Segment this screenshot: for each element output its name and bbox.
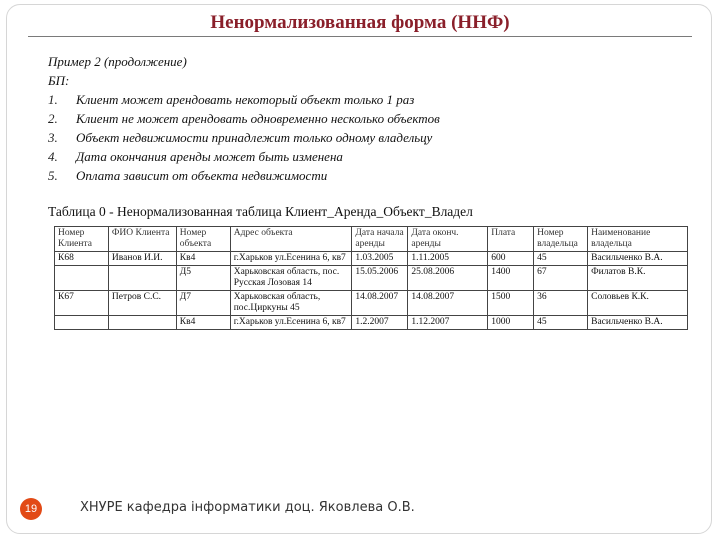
footer-text: ХНУРЕ кафедра інформатики доц. Яковлева О.В. [80, 500, 415, 515]
header-client-name: ФИО Клиента [108, 227, 176, 252]
slide-content [48, 52, 688, 185]
table-cell: 36 [534, 291, 588, 316]
business-rules-label: БП: [48, 73, 70, 88]
rule-text: Дата окончания аренды может быть изменена [76, 149, 343, 164]
table-cell [55, 316, 109, 330]
unnormalized-table [54, 226, 688, 330]
table-cell: Харьковская область, пос. Русская Лозовая 14 [230, 266, 352, 291]
example-subtitle: Пример 2 (продолжение) [48, 54, 187, 69]
header-rent-end: Дата оконч. аренды [408, 227, 488, 252]
header-object-address: Адрес объекта [230, 227, 352, 252]
rule-item [48, 147, 688, 166]
business-rules-list [48, 90, 688, 185]
table-cell: 1.11.2005 [408, 252, 488, 266]
table-caption: Таблица 0 - Ненормализованная таблица Клиент_Аренда_Объект_Владел [48, 204, 473, 219]
slide-title: Ненормализованная форма (ННФ) [210, 12, 510, 33]
header-object-number: Номер объекта [176, 227, 230, 252]
table-cell: Харьковская область, пос.Циркуны 45 [230, 291, 352, 316]
table-cell: 67 [534, 266, 588, 291]
rule-item [48, 90, 688, 109]
table-cell: Филатов В.К. [588, 266, 688, 291]
page-number-badge: 19 [20, 498, 42, 520]
table-cell: г.Харьков ул.Есенина 6, кв7 [230, 252, 352, 266]
table-cell: 45 [534, 316, 588, 330]
table-cell: Васильченко В.А. [588, 316, 688, 330]
table-cell [55, 266, 109, 291]
table-header-row [55, 227, 688, 252]
table-cell: Д7 [176, 291, 230, 316]
table-cell: Кв4 [176, 252, 230, 266]
table-cell: Иванов И.И. [108, 252, 176, 266]
title-divider [28, 36, 692, 37]
rule-item [48, 128, 688, 147]
table-cell: 45 [534, 252, 588, 266]
rule-number: 3. [48, 130, 58, 145]
table-cell: Д5 [176, 266, 230, 291]
rule-text: Оплата зависит от объекта недвижимости [76, 168, 328, 183]
header-payment: Плата [488, 227, 534, 252]
table-cell: Васильченко В.А. [588, 252, 688, 266]
table-cell: Соловьев К.К. [588, 291, 688, 316]
header-owner-name: Наименование владельца [588, 227, 688, 252]
rule-number: 1. [48, 92, 58, 107]
rule-number: 2. [48, 111, 58, 126]
rule-number: 5. [48, 168, 58, 183]
table-row [55, 252, 688, 266]
table-cell: 1400 [488, 266, 534, 291]
table-row [55, 316, 688, 330]
table-row [55, 291, 688, 316]
table-cell: 15.05.2006 [352, 266, 408, 291]
table-cell: Кв4 [176, 316, 230, 330]
header-rent-start: Дата начала аренды [352, 227, 408, 252]
table-cell: 1500 [488, 291, 534, 316]
table-cell: 1000 [488, 316, 534, 330]
table-cell: 600 [488, 252, 534, 266]
header-client-number: Номер Клиента [55, 227, 109, 252]
table-cell: г.Харьков ул.Есенина 6, кв7 [230, 316, 352, 330]
table-row [55, 266, 688, 291]
rule-item [48, 109, 688, 128]
table-cell: 1.2.2007 [352, 316, 408, 330]
rule-text: Объект недвижимости принадлежит только одному владельцу [76, 130, 433, 145]
table-cell: 14.08.2007 [352, 291, 408, 316]
rule-item [48, 166, 688, 185]
rule-number: 4. [48, 149, 58, 164]
table-cell [108, 266, 176, 291]
table-cell: 1.12.2007 [408, 316, 488, 330]
rule-text: Клиент не может арендовать одновременно несколько объектов [76, 111, 440, 126]
table-cell [108, 316, 176, 330]
table-cell: Петров С.С. [108, 291, 176, 316]
table-cell: К67 [55, 291, 109, 316]
table-cell: 14.08.2007 [408, 291, 488, 316]
table-cell: 25.08.2006 [408, 266, 488, 291]
rule-text: Клиент может арендовать некоторый объект только 1 раз [76, 92, 415, 107]
table-cell: 1.03.2005 [352, 252, 408, 266]
table-cell: К68 [55, 252, 109, 266]
header-owner-number: Номер владельца [534, 227, 588, 252]
